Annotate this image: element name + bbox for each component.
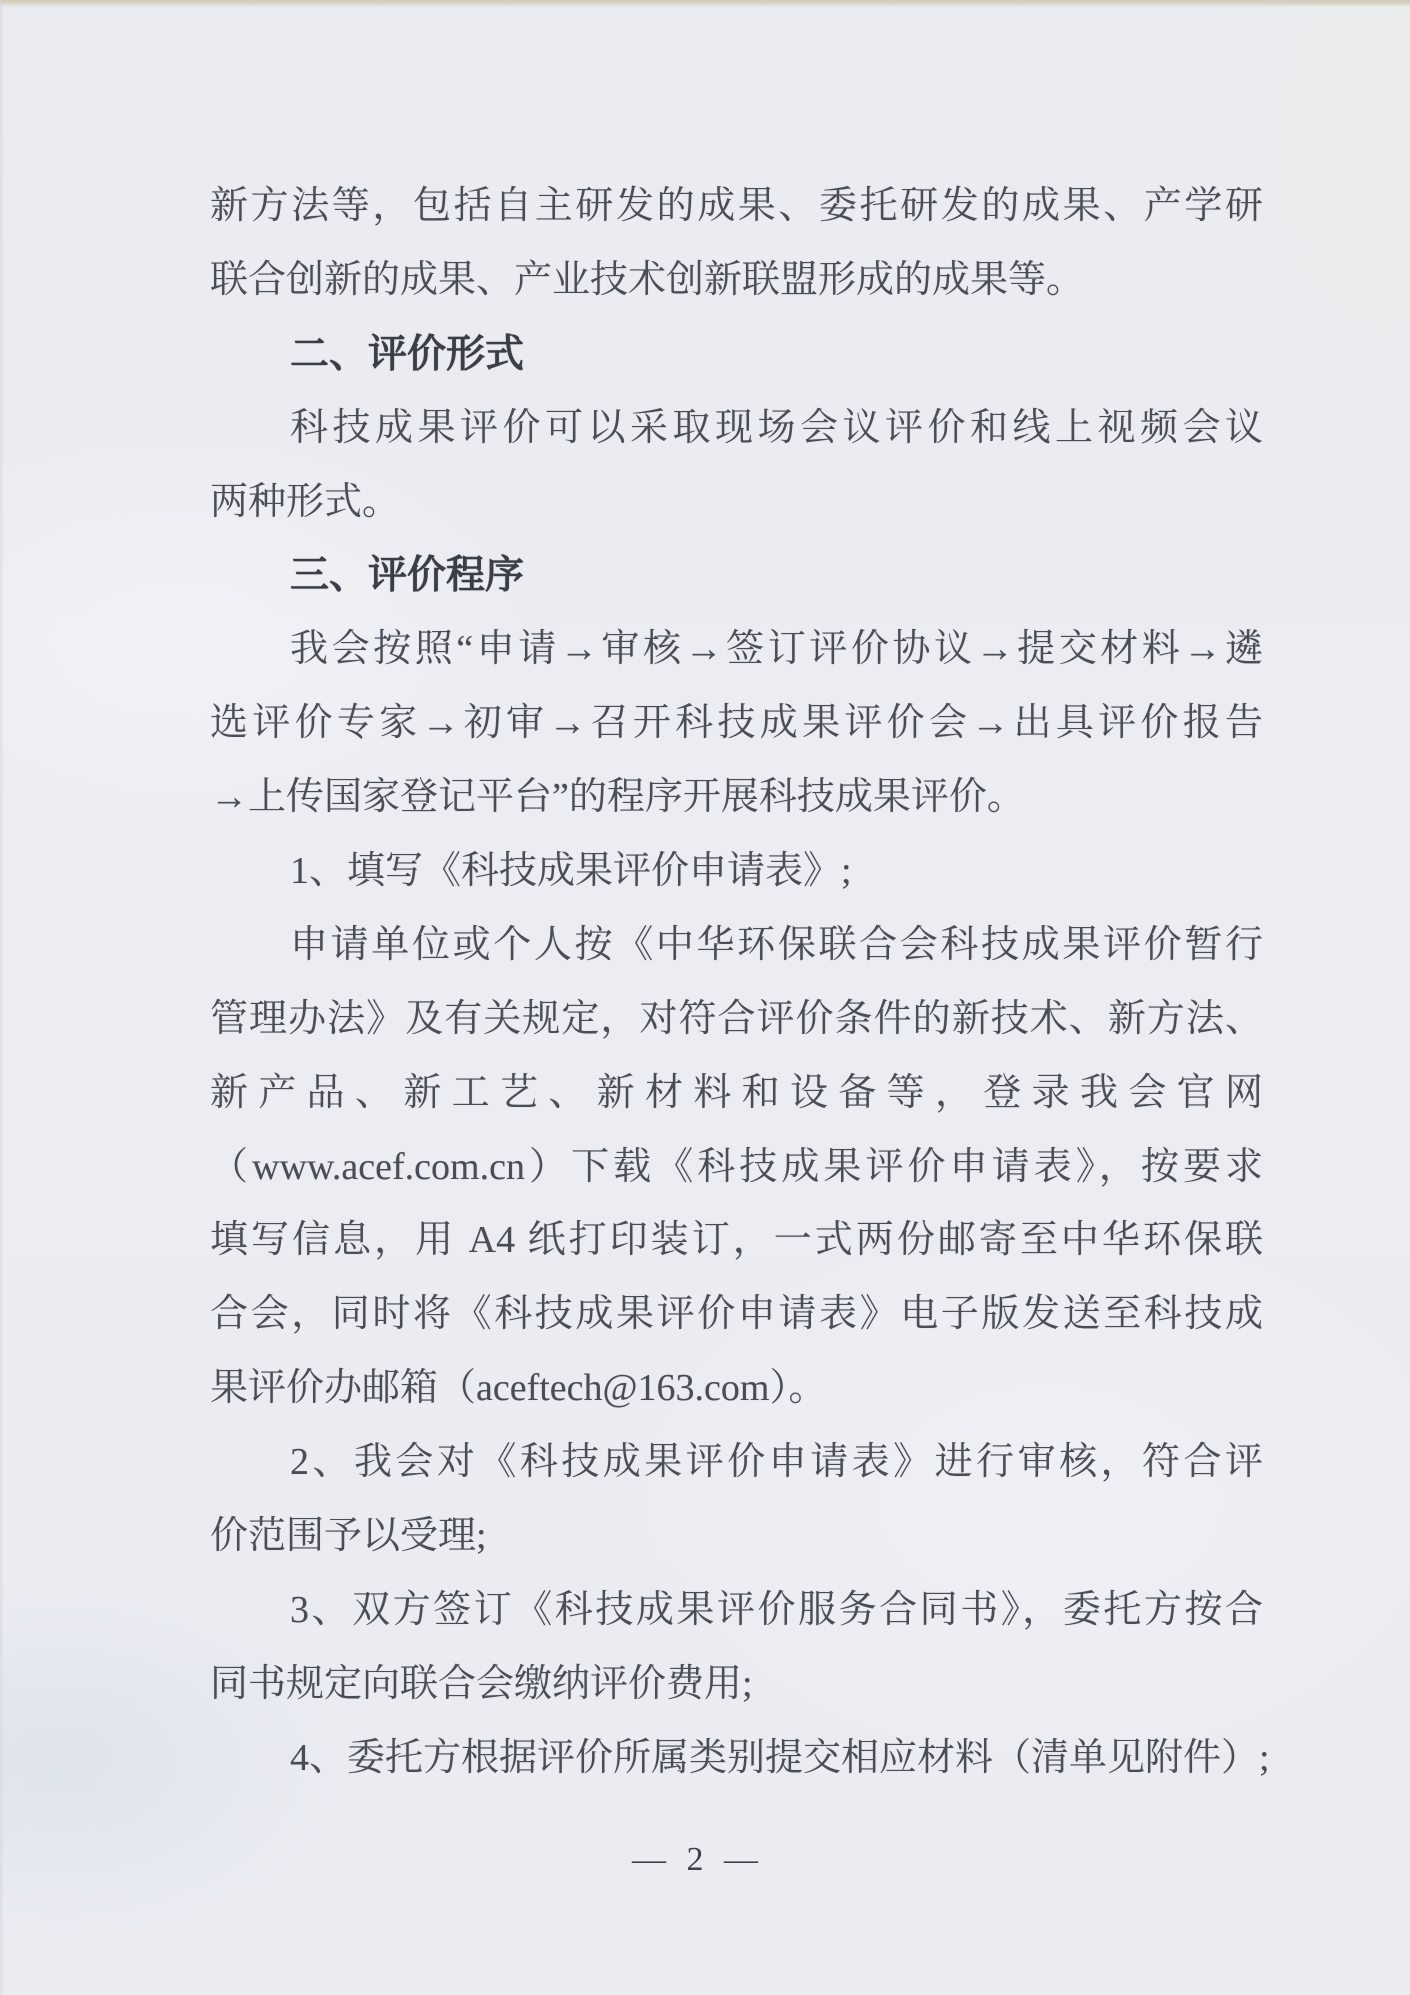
text-line: 联合创新的成果、产业技术创新联盟形成的成果等。 (210, 258, 1085, 301)
text-line: 管理办法》及有关规定，对符合评价条件的新技术、新方法、 (210, 997, 1263, 1040)
text-line: 2、我会对《科技成果评价申请表》进行审核，符合评 (290, 1441, 1263, 1484)
page-number: — 2 — (632, 1841, 764, 1878)
text-line: 合会，同时将《科技成果评价申请表》电子版发送至科技成 (210, 1293, 1263, 1336)
text-line: 同书规定向联合会缴纳评价费用; (210, 1662, 753, 1705)
text-line: （www.acef.com.cn）下载《科技成果评价申请表》，按要求 (210, 1145, 1263, 1188)
text-line: 两种形式。 (210, 480, 401, 523)
text-line: 价范围予以受理; (210, 1515, 487, 1558)
text-line: 新方法等，包括自主研发的成果、委托研发的成果、产学研 (210, 185, 1263, 227)
section-heading: 三、评价程序 (290, 554, 525, 598)
text-line: 申请单位或个人按《中华环保联合会科技成果评价暂行 (290, 923, 1263, 966)
text-line: →上传国家登记平台”的程序开展科技成果评价。 (210, 776, 1025, 819)
text-line: 4、委托方根据评价所属类别提交相应材料（清单见附件）; (290, 1736, 1270, 1779)
text-line: 科技成果评价可以采取现场会议评价和线上视频会议 (290, 406, 1263, 449)
text-line: 选评价专家→初审→召开科技成果评价会→出具评价报告 (210, 702, 1263, 745)
text-line: 3、双方签订《科技成果评价服务合同书》，委托方按合 (290, 1588, 1263, 1631)
text-line: 填写信息，用 A4 纸打印装订，一式两份邮寄至中华环保联 (210, 1219, 1263, 1262)
text-line: 1、填写《科技成果评价申请表》; (290, 850, 852, 893)
text-line: 果评价办邮箱（aceftech@163.com）。 (210, 1367, 827, 1410)
scan-edge-artifact-top (0, 0, 1410, 7)
document-body (210, 170, 1270, 1796)
text-line: 新产品、新工艺、新材料和设备等，登录我会官网 (210, 1071, 1263, 1114)
text-line: 我会按照“申请→审核→签订评价协议→提交材料→遴 (290, 628, 1263, 671)
section-heading: 二、评价形式 (290, 332, 525, 376)
scan-edge-artifact-left (0, 0, 4, 1995)
